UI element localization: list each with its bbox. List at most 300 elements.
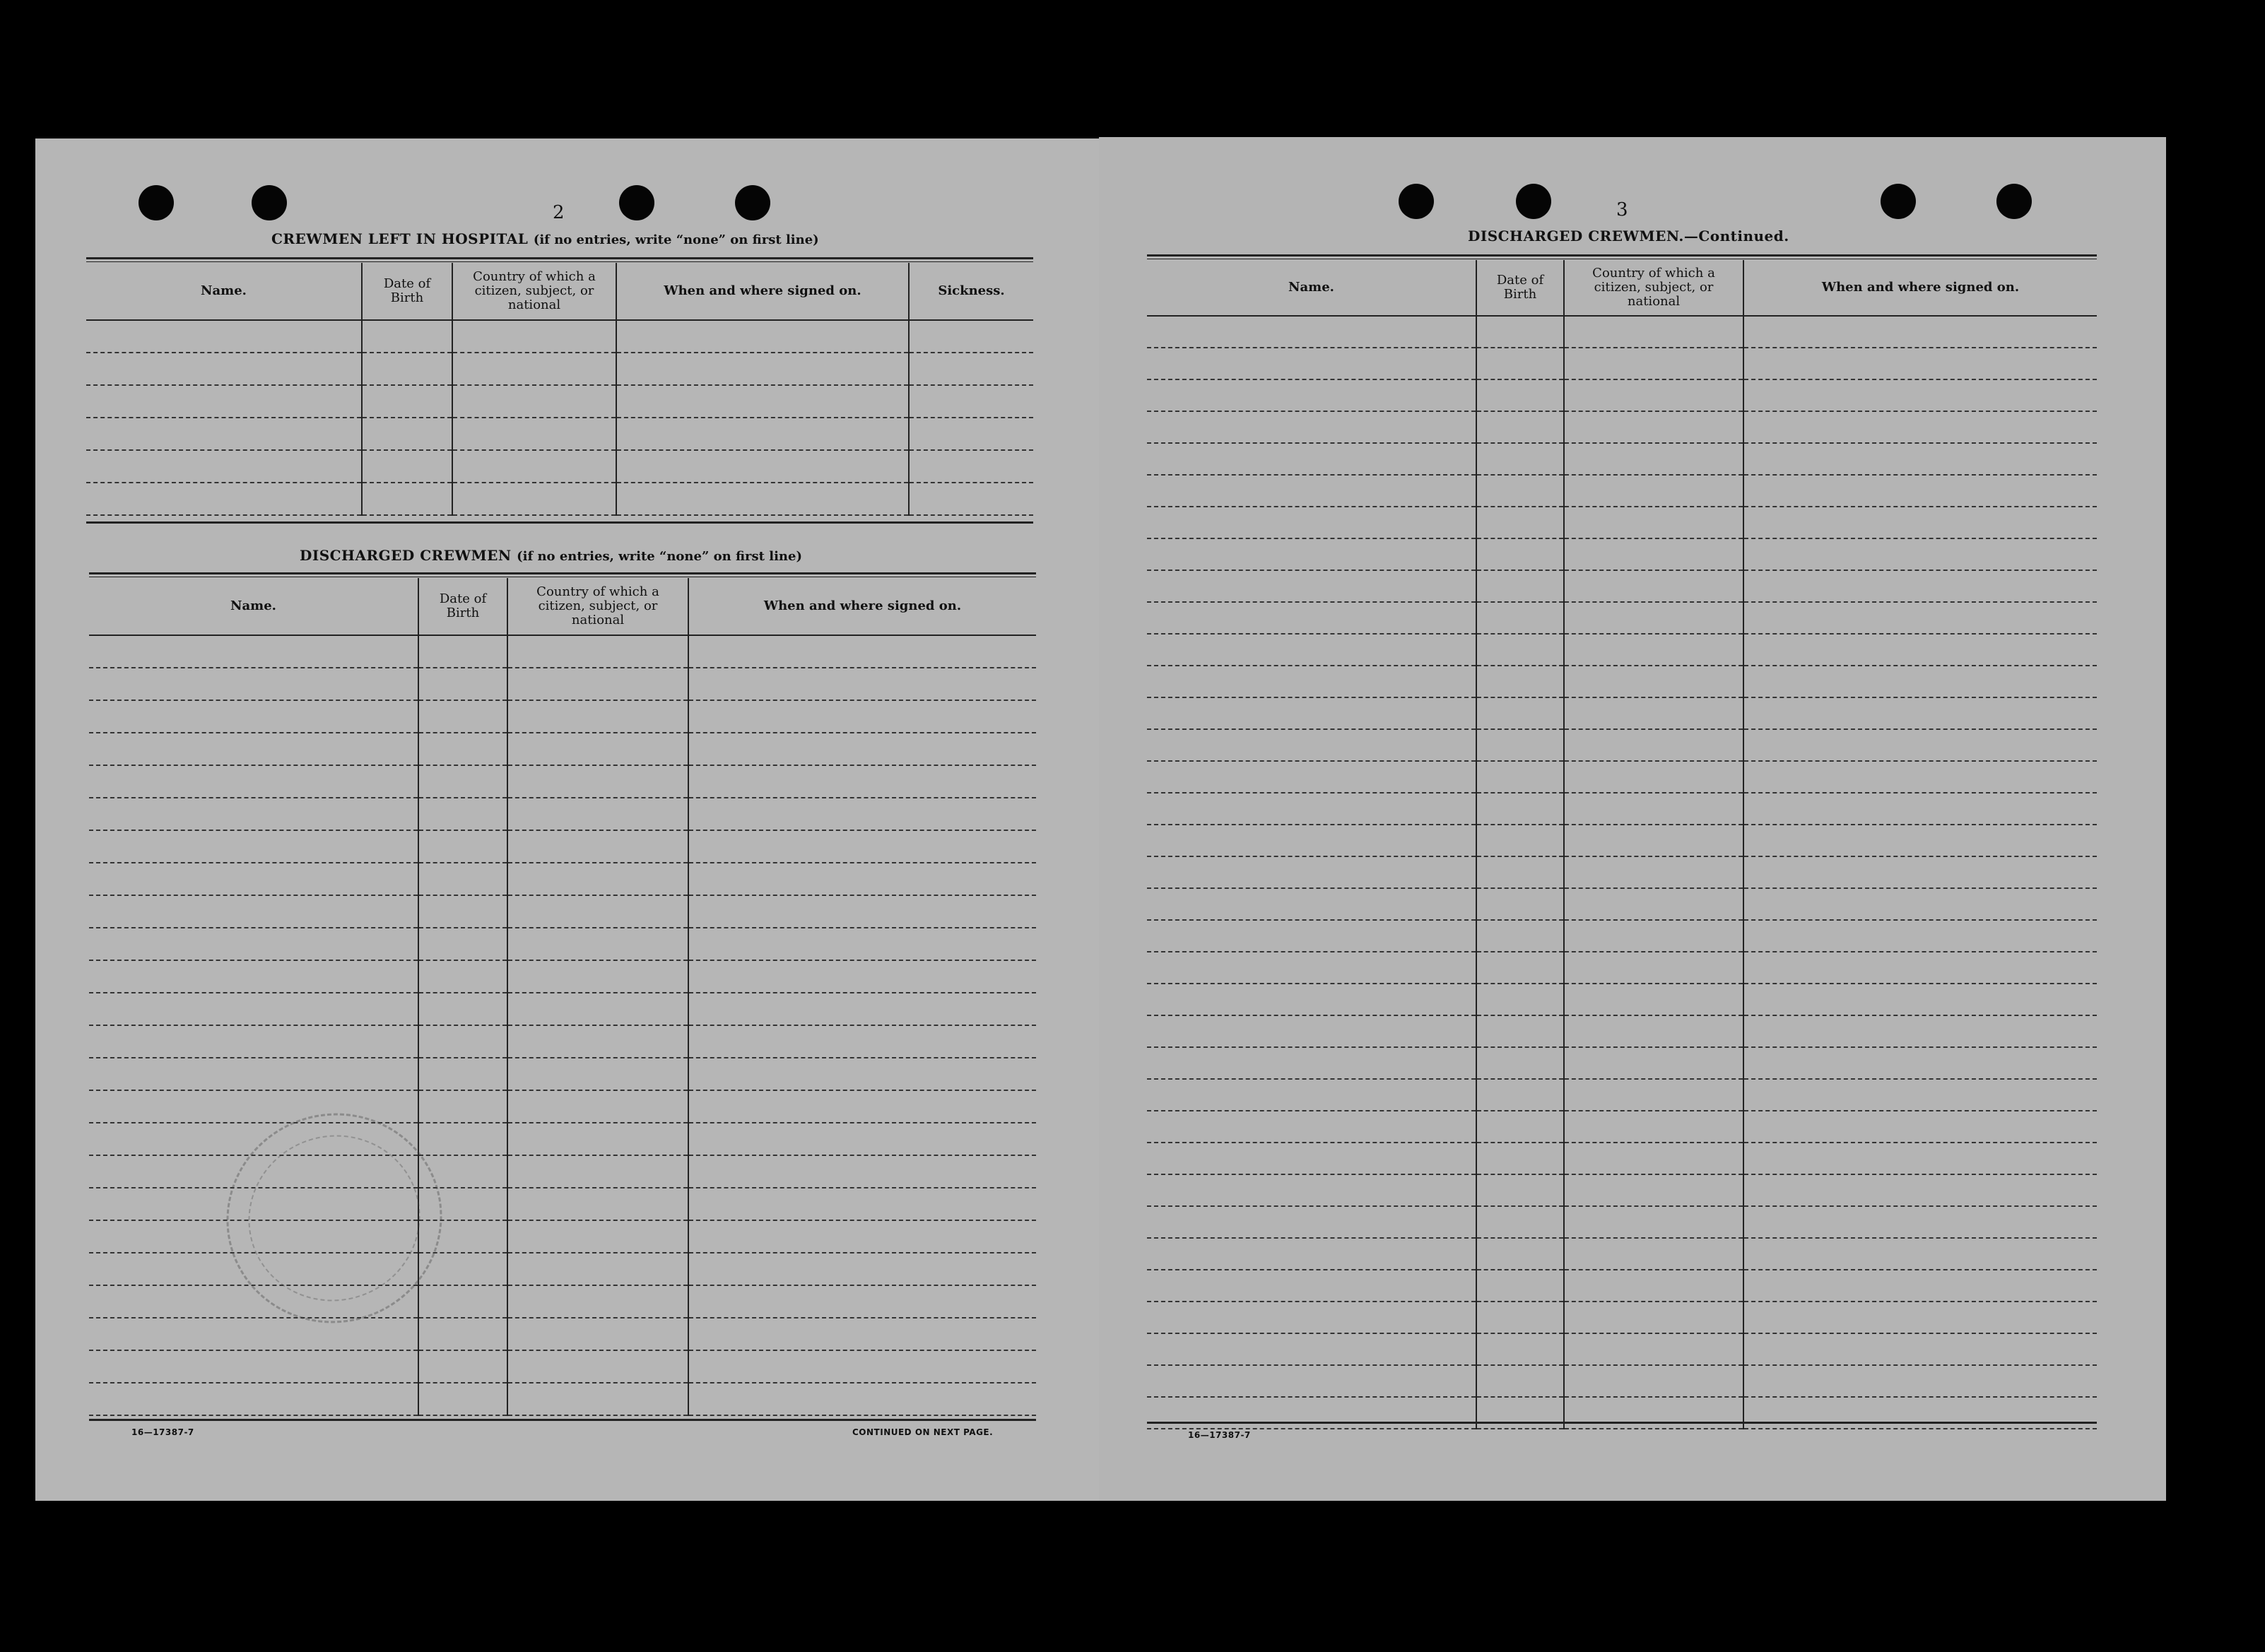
- blank-entry-cell: [1743, 856, 2097, 888]
- blank-entry-cell: [1743, 1047, 2097, 1079]
- left-page: [35, 138, 1099, 1501]
- blank-entry-cell: [452, 320, 616, 353]
- blank-entry-cell: [1476, 1174, 1564, 1206]
- blank-entry-cell: [1476, 570, 1564, 602]
- blank-entry-cell: [688, 700, 1036, 733]
- blank-entry-cell: [362, 353, 452, 385]
- blank-entry-cell: [452, 450, 616, 483]
- table-row: [1147, 984, 2097, 1015]
- blank-entry-cell: [1476, 379, 1564, 411]
- blank-entry-cell: [1147, 1174, 1476, 1206]
- table-row: [86, 320, 1033, 353]
- blank-entry-cell: [1743, 1397, 2097, 1429]
- column-header: Country of which a citizen, subject, or national: [507, 578, 688, 635]
- blank-entry-cell: [418, 863, 507, 895]
- table-row: [89, 1123, 1036, 1155]
- blank-entry-cell: [418, 668, 507, 700]
- blank-entry-cell: [688, 765, 1036, 798]
- table-row: [1147, 920, 2097, 952]
- discharged-title-text: DISCHARGED CREWMEN: [300, 547, 512, 564]
- binder-hole: [1881, 184, 1916, 219]
- table-row: [1147, 1015, 2097, 1047]
- blank-entry-cell: [418, 928, 507, 960]
- blank-entry-cell: [507, 1155, 688, 1188]
- discharged-table: [89, 578, 1036, 1416]
- table-row: [1147, 475, 2097, 507]
- blank-entry-cell: [1743, 316, 2097, 348]
- hospital-section-title: [271, 230, 819, 247]
- blank-entry-cell: [452, 483, 616, 515]
- blank-entry-cell: [616, 385, 909, 418]
- discharged-section-title: [300, 547, 802, 564]
- blank-entry-cell: [688, 798, 1036, 830]
- blank-entry-cell: [1564, 666, 1743, 697]
- blank-entry-cell: [688, 1383, 1036, 1415]
- table-row: [1147, 856, 2097, 888]
- blank-entry-cell: [1476, 1238, 1564, 1270]
- hospital-title-text: CREWMEN LEFT IN HOSPITAL: [271, 230, 529, 247]
- table-row: [1147, 952, 2097, 984]
- blank-entry-cell: [89, 863, 418, 895]
- blank-entry-cell: [1147, 793, 1476, 825]
- blank-entry-cell: [1743, 634, 2097, 666]
- blank-entry-cell: [688, 993, 1036, 1025]
- table-row: [1147, 1143, 2097, 1174]
- blank-entry-cell: [1564, 1238, 1743, 1270]
- blank-entry-cell: [1147, 825, 1476, 856]
- table-row: [86, 353, 1033, 385]
- blank-entry-cell: [909, 450, 1033, 483]
- blank-entry-cell: [418, 830, 507, 863]
- blank-entry-cell: [1476, 1397, 1564, 1429]
- table-row: [1147, 1238, 2097, 1270]
- blank-entry-cell: [362, 418, 452, 450]
- blank-entry-cell: [688, 960, 1036, 993]
- binder-hole: [1516, 184, 1551, 219]
- column-header: Country of which a citizen, subject, or national: [1564, 260, 1743, 316]
- blank-entry-cell: [1743, 443, 2097, 475]
- table-row: [89, 960, 1036, 993]
- section-title: DISCHARGED CREWMEN.—Continued.: [1468, 228, 1789, 244]
- blank-entry-cell: [418, 1318, 507, 1350]
- blank-entry-cell: [1564, 729, 1743, 761]
- blank-entry-cell: [1564, 316, 1743, 348]
- table-row: [1147, 1397, 2097, 1429]
- blank-entry-cell: [1476, 666, 1564, 697]
- blank-entry-cell: [507, 765, 688, 798]
- blank-entry-cell: [507, 1220, 688, 1253]
- blank-entry-cell: [507, 863, 688, 895]
- blank-entry-cell: [86, 418, 362, 450]
- table-row: [89, 1383, 1036, 1415]
- blank-entry-cell: [418, 1285, 507, 1318]
- blank-entry-cell: [507, 1025, 688, 1058]
- discharged-continued-table: [1147, 260, 2097, 1429]
- table-row: [89, 830, 1036, 863]
- blank-entry-cell: [688, 895, 1036, 928]
- blank-entry-cell: [1147, 1047, 1476, 1079]
- blank-entry-cell: [89, 1058, 418, 1090]
- blank-entry-cell: [1476, 348, 1564, 379]
- blank-entry-cell: [1564, 1270, 1743, 1302]
- blank-entry-cell: [1743, 793, 2097, 825]
- blank-entry-cell: [362, 450, 452, 483]
- table-row: [89, 765, 1036, 798]
- blank-entry-cell: [1743, 538, 2097, 570]
- table-top-rule: [89, 572, 1036, 577]
- blank-entry-cell: [688, 1090, 1036, 1123]
- column-header: Name.: [89, 578, 418, 635]
- column-header: Date of Birth: [1476, 260, 1564, 316]
- blank-entry-cell: [688, 635, 1036, 668]
- blank-entry-cell: [688, 1123, 1036, 1155]
- blank-entry-cell: [89, 700, 418, 733]
- blank-entry-cell: [1147, 697, 1476, 729]
- blank-entry-cell: [688, 1188, 1036, 1220]
- blank-entry-cell: [507, 1318, 688, 1350]
- blank-entry-cell: [507, 1285, 688, 1318]
- blank-entry-cell: [89, 765, 418, 798]
- blank-entry-cell: [1564, 1111, 1743, 1143]
- blank-entry-cell: [89, 1025, 418, 1058]
- blank-entry-cell: [1564, 411, 1743, 443]
- blank-entry-cell: [1147, 602, 1476, 634]
- blank-entry-cell: [1476, 761, 1564, 793]
- table-row: [1147, 761, 2097, 793]
- blank-entry-cell: [1564, 1015, 1743, 1047]
- blank-entry-cell: [418, 798, 507, 830]
- column-header: When and where signed on.: [688, 578, 1036, 635]
- blank-entry-cell: [688, 1318, 1036, 1350]
- blank-entry-cell: [507, 1058, 688, 1090]
- table-row: [1147, 443, 2097, 475]
- blank-entry-cell: [89, 1383, 418, 1415]
- column-header: Sickness.: [909, 263, 1033, 320]
- blank-entry-cell: [1476, 411, 1564, 443]
- blank-entry-cell: [616, 418, 909, 450]
- blank-entry-cell: [507, 960, 688, 993]
- blank-entry-cell: [1476, 920, 1564, 952]
- table-row: [89, 700, 1036, 733]
- blank-entry-cell: [1147, 1365, 1476, 1397]
- blank-entry-cell: [1147, 634, 1476, 666]
- blank-entry-cell: [1743, 1302, 2097, 1333]
- blank-entry-cell: [1147, 856, 1476, 888]
- blank-entry-cell: [1147, 729, 1476, 761]
- blank-entry-cell: [1743, 411, 2097, 443]
- blank-entry-cell: [418, 700, 507, 733]
- blank-entry-cell: [89, 798, 418, 830]
- table-row: [86, 385, 1033, 418]
- blank-entry-cell: [1743, 379, 2097, 411]
- binder-hole: [139, 185, 174, 220]
- blank-entry-cell: [452, 353, 616, 385]
- blank-entry-cell: [452, 418, 616, 450]
- blank-entry-cell: [616, 320, 909, 353]
- blank-entry-cell: [1743, 1365, 2097, 1397]
- blank-entry-cell: [418, 733, 507, 765]
- blank-entry-cell: [688, 1285, 1036, 1318]
- blank-entry-cell: [1147, 1238, 1476, 1270]
- blank-entry-cell: [507, 1383, 688, 1415]
- table-row: [89, 1350, 1036, 1383]
- table-row: [89, 1285, 1036, 1318]
- blank-entry-cell: [418, 960, 507, 993]
- blank-entry-cell: [909, 320, 1033, 353]
- table-row: [1147, 1079, 2097, 1111]
- blank-entry-cell: [1564, 443, 1743, 475]
- form-number: 16—17387-7: [1188, 1430, 1251, 1440]
- blank-entry-cell: [1476, 952, 1564, 984]
- blank-entry-cell: [1476, 1333, 1564, 1365]
- blank-entry-cell: [89, 1350, 418, 1383]
- table-bottom-rule: [1147, 1422, 2097, 1424]
- table-row: [1147, 1174, 2097, 1206]
- blank-entry-cell: [1476, 316, 1564, 348]
- blank-entry-cell: [1564, 761, 1743, 793]
- table-row: [89, 668, 1036, 700]
- table-row: [89, 895, 1036, 928]
- blank-entry-cell: [507, 1090, 688, 1123]
- blank-entry-cell: [1476, 475, 1564, 507]
- binder-hole: [252, 185, 287, 220]
- blank-entry-cell: [688, 1155, 1036, 1188]
- blank-entry-cell: [1743, 507, 2097, 538]
- continued-note: CONTINUED ON NEXT PAGE.: [852, 1427, 994, 1437]
- table-row: [1147, 666, 2097, 697]
- blank-entry-cell: [1743, 570, 2097, 602]
- blank-entry-cell: [1476, 1270, 1564, 1302]
- blank-entry-cell: [1147, 888, 1476, 920]
- blank-entry-cell: [1743, 729, 2097, 761]
- blank-entry-cell: [1564, 1047, 1743, 1079]
- blank-entry-cell: [89, 1318, 418, 1350]
- blank-entry-cell: [507, 830, 688, 863]
- blank-entry-cell: [688, 1025, 1036, 1058]
- blank-entry-cell: [1743, 1206, 2097, 1238]
- table-bottom-rule: [86, 521, 1033, 524]
- blank-entry-cell: [1564, 888, 1743, 920]
- blank-entry-cell: [688, 830, 1036, 863]
- blank-entry-cell: [507, 928, 688, 960]
- binder-hole: [735, 185, 770, 220]
- blank-entry-cell: [86, 353, 362, 385]
- blank-entry-cell: [1476, 1143, 1564, 1174]
- blank-entry-cell: [86, 450, 362, 483]
- table-row: [89, 1155, 1036, 1188]
- blank-entry-cell: [1564, 1143, 1743, 1174]
- table-row: [1147, 1302, 2097, 1333]
- table-row: [1147, 1111, 2097, 1143]
- blank-entry-cell: [1564, 856, 1743, 888]
- table-row: [1147, 316, 2097, 348]
- column-header: Date of Birth: [418, 578, 507, 635]
- blank-entry-cell: [1476, 507, 1564, 538]
- blank-entry-cell: [507, 1253, 688, 1285]
- blank-entry-cell: [688, 1350, 1036, 1383]
- blank-entry-cell: [1147, 316, 1476, 348]
- blank-entry-cell: [1743, 1333, 2097, 1365]
- blank-entry-cell: [688, 863, 1036, 895]
- blank-entry-cell: [418, 765, 507, 798]
- blank-entry-cell: [1147, 443, 1476, 475]
- blank-entry-cell: [507, 668, 688, 700]
- blank-entry-cell: [89, 830, 418, 863]
- blank-entry-cell: [1564, 825, 1743, 856]
- blank-entry-cell: [1564, 602, 1743, 634]
- blank-entry-cell: [688, 1058, 1036, 1090]
- column-header: Country of which a citizen, subject, or national: [452, 263, 616, 320]
- blank-entry-cell: [1564, 920, 1743, 952]
- hospital-table: [86, 263, 1033, 516]
- blank-entry-cell: [1564, 952, 1743, 984]
- blank-entry-cell: [89, 895, 418, 928]
- blank-entry-cell: [86, 320, 362, 353]
- table-row: [1147, 348, 2097, 379]
- blank-entry-cell: [1743, 1015, 2097, 1047]
- blank-entry-cell: [909, 483, 1033, 515]
- blank-entry-cell: [1564, 793, 1743, 825]
- blank-entry-cell: [1476, 729, 1564, 761]
- table-bottom-rule: [89, 1419, 1036, 1421]
- blank-entry-cell: [89, 635, 418, 668]
- blank-entry-cell: [362, 385, 452, 418]
- blank-entry-cell: [1564, 379, 1743, 411]
- blank-entry-cell: [452, 385, 616, 418]
- blank-entry-cell: [1743, 984, 2097, 1015]
- blank-entry-cell: [1147, 379, 1476, 411]
- blank-entry-cell: [1147, 761, 1476, 793]
- blank-entry-cell: [1147, 507, 1476, 538]
- table-row: [89, 733, 1036, 765]
- blank-entry-cell: [507, 895, 688, 928]
- blank-entry-cell: [1476, 793, 1564, 825]
- blank-entry-cell: [507, 700, 688, 733]
- blank-entry-cell: [89, 733, 418, 765]
- blank-entry-cell: [1743, 952, 2097, 984]
- blank-entry-cell: [1743, 888, 2097, 920]
- table-row: [1147, 602, 2097, 634]
- column-header: When and where signed on.: [1743, 260, 2097, 316]
- table-row: [1147, 570, 2097, 602]
- blank-entry-cell: [1147, 1206, 1476, 1238]
- table-row: [1147, 793, 2097, 825]
- blank-entry-cell: [1564, 570, 1743, 602]
- blank-entry-cell: [909, 418, 1033, 450]
- blank-entry-cell: [1476, 1111, 1564, 1143]
- table-row: [1147, 634, 2097, 666]
- blank-entry-cell: [418, 635, 507, 668]
- blank-entry-cell: [909, 353, 1033, 385]
- table-row: [86, 483, 1033, 515]
- blank-entry-cell: [1564, 348, 1743, 379]
- blank-entry-cell: [1743, 348, 2097, 379]
- table-row: [89, 1253, 1036, 1285]
- blank-entry-cell: [1147, 1079, 1476, 1111]
- blank-entry-cell: [507, 798, 688, 830]
- table-top-rule: [1147, 254, 2097, 259]
- blank-entry-cell: [1476, 443, 1564, 475]
- blank-entry-cell: [1147, 1397, 1476, 1429]
- blank-entry-cell: [616, 450, 909, 483]
- blank-entry-cell: [688, 928, 1036, 960]
- blank-entry-cell: [507, 733, 688, 765]
- blank-entry-cell: [1564, 1206, 1743, 1238]
- blank-entry-cell: [1476, 1015, 1564, 1047]
- blank-entry-cell: [418, 993, 507, 1025]
- table-row: [89, 635, 1036, 668]
- page-number: 2: [553, 202, 565, 223]
- blank-entry-cell: [1147, 666, 1476, 697]
- blank-entry-cell: [1564, 634, 1743, 666]
- discharged-instruction: (if no entries, write “none” on first line): [517, 549, 802, 564]
- blank-entry-cell: [1476, 825, 1564, 856]
- blank-entry-cell: [507, 1350, 688, 1383]
- blank-entry-cell: [1564, 1174, 1743, 1206]
- blank-entry-cell: [1564, 984, 1743, 1015]
- blank-entry-cell: [1564, 697, 1743, 729]
- table-row: [89, 928, 1036, 960]
- blank-entry-cell: [1743, 1238, 2097, 1270]
- blank-entry-cell: [507, 635, 688, 668]
- blank-entry-cell: [1564, 538, 1743, 570]
- blank-entry-cell: [1743, 761, 2097, 793]
- blank-entry-cell: [1743, 1111, 2097, 1143]
- blank-entry-cell: [1564, 1079, 1743, 1111]
- blank-entry-cell: [362, 320, 452, 353]
- blank-entry-cell: [1476, 602, 1564, 634]
- blank-entry-cell: [1147, 348, 1476, 379]
- blank-entry-cell: [1564, 1302, 1743, 1333]
- table-row: [1147, 538, 2097, 570]
- blank-entry-cell: [1147, 475, 1476, 507]
- blank-entry-cell: [616, 483, 909, 515]
- blank-entry-cell: [89, 993, 418, 1025]
- hospital-instruction: (if no entries, write “none” on first line): [533, 232, 819, 247]
- blank-entry-cell: [1476, 634, 1564, 666]
- table-row: [89, 798, 1036, 830]
- blank-entry-cell: [1743, 602, 2097, 634]
- blank-entry-cell: [1564, 507, 1743, 538]
- blank-entry-cell: [418, 1058, 507, 1090]
- blank-entry-cell: [1476, 1206, 1564, 1238]
- blank-entry-cell: [1147, 570, 1476, 602]
- blank-entry-cell: [418, 1123, 507, 1155]
- blank-entry-cell: [909, 385, 1033, 418]
- column-header: When and where signed on.: [616, 263, 909, 320]
- blank-entry-cell: [616, 353, 909, 385]
- blank-entry-cell: [1476, 1079, 1564, 1111]
- table-row: [1147, 507, 2097, 538]
- table-row: [1147, 411, 2097, 443]
- table-row: [86, 450, 1033, 483]
- blank-entry-cell: [1147, 1302, 1476, 1333]
- blank-entry-cell: [1476, 1302, 1564, 1333]
- binder-hole: [1996, 184, 2032, 219]
- blank-entry-cell: [418, 1350, 507, 1383]
- table-row: [1147, 888, 2097, 920]
- blank-entry-cell: [1743, 1079, 2097, 1111]
- blank-entry-cell: [86, 385, 362, 418]
- blank-entry-cell: [1147, 1143, 1476, 1174]
- blank-entry-cell: [1476, 697, 1564, 729]
- table-row: [89, 1058, 1036, 1090]
- blank-entry-cell: [1476, 888, 1564, 920]
- blank-entry-cell: [1476, 1047, 1564, 1079]
- table-row: [1147, 825, 2097, 856]
- table-row: [89, 1025, 1036, 1058]
- blank-entry-cell: [1743, 697, 2097, 729]
